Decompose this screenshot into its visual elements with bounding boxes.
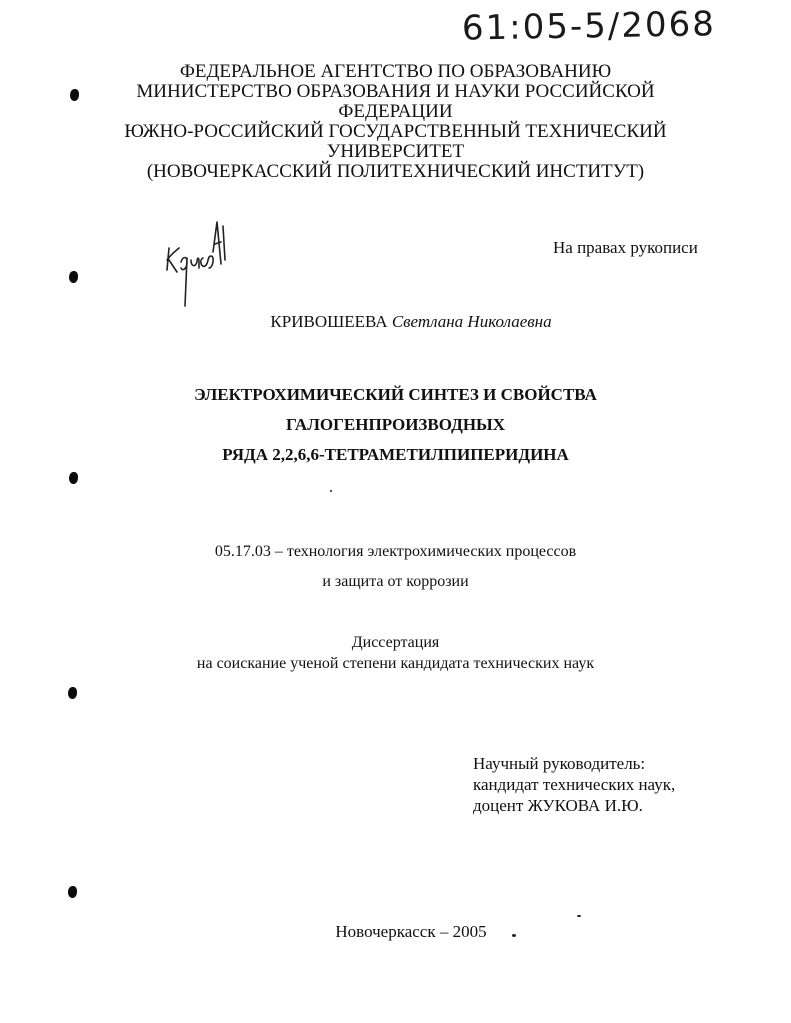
degree-line: Диссертация [351, 634, 440, 651]
agency-line: УНИВЕРСИТЕТ [326, 141, 465, 162]
binding-hole [68, 687, 77, 699]
binding-hole [68, 886, 77, 898]
specialty-line: 05.17.03 – технология электрохимических процессов [214, 543, 577, 560]
supervisor-line: доцент ЖУКОВА И.Ю. [473, 796, 643, 815]
agency-line: (НОВОЧЕРКАССКИЙ ПОЛИТЕХНИЧЕСКИЙ ИНСТИТУТ) [146, 161, 645, 182]
title-line: ГАЛОГЕНПРОИЗВОДНЫХ [285, 415, 506, 434]
specialty-line: и защита от коррозии [322, 573, 469, 590]
scan-speck [577, 915, 581, 917]
author-surname: КРИВОШЕЕВА [270, 312, 388, 331]
title-line: РЯДА 2,2,6,6-ТЕТРАМЕТИЛПИПЕРИДИНА [222, 445, 569, 464]
agency-line: ЮЖНО-РОССИЙСКИЙ ГОСУДАРСТВЕННЫЙ ТЕХНИЧЕСКИЙ [124, 121, 667, 142]
city-year: Новочеркасск – 2005 [335, 922, 487, 941]
signature-icon [155, 208, 235, 318]
institution-header [0, 62, 791, 182]
author-line [0, 312, 791, 332]
agency-line: ФЕДЕРАЦИИ [338, 101, 453, 122]
binding-hole [69, 271, 78, 283]
supervisor-line: кандидат технических наук, [473, 775, 676, 794]
supervisor-block [473, 753, 675, 816]
scan-speck [330, 490, 332, 492]
degree-block [0, 632, 791, 674]
manuscript-rights-note: На правах рукописи [553, 238, 698, 257]
agency-line: ФЕДЕРАЛЬНОЕ АГЕНТСТВО ПО ОБРАЗОВАНИЮ [179, 61, 612, 82]
specialty-block [0, 537, 791, 597]
archive-number: 61:05-5/2068 [461, 4, 717, 49]
agency-line: МИНИСТЕРСТВО ОБРАЗОВАНИЯ И НАУКИ РОССИЙСКОЙ [136, 81, 655, 102]
supervisor-line: Научный руководитель: [473, 754, 646, 773]
binding-hole [69, 472, 78, 484]
dissertation-title [0, 380, 791, 470]
title-line: ЭЛЕКТРОХИМИЧЕСКИЙ СИНТЕЗ И СВОЙСТВА [194, 385, 597, 404]
author-given-names: Светлана Николаевна [391, 312, 552, 331]
degree-line: на соискание ученой степени кандидата технических наук [196, 655, 595, 672]
